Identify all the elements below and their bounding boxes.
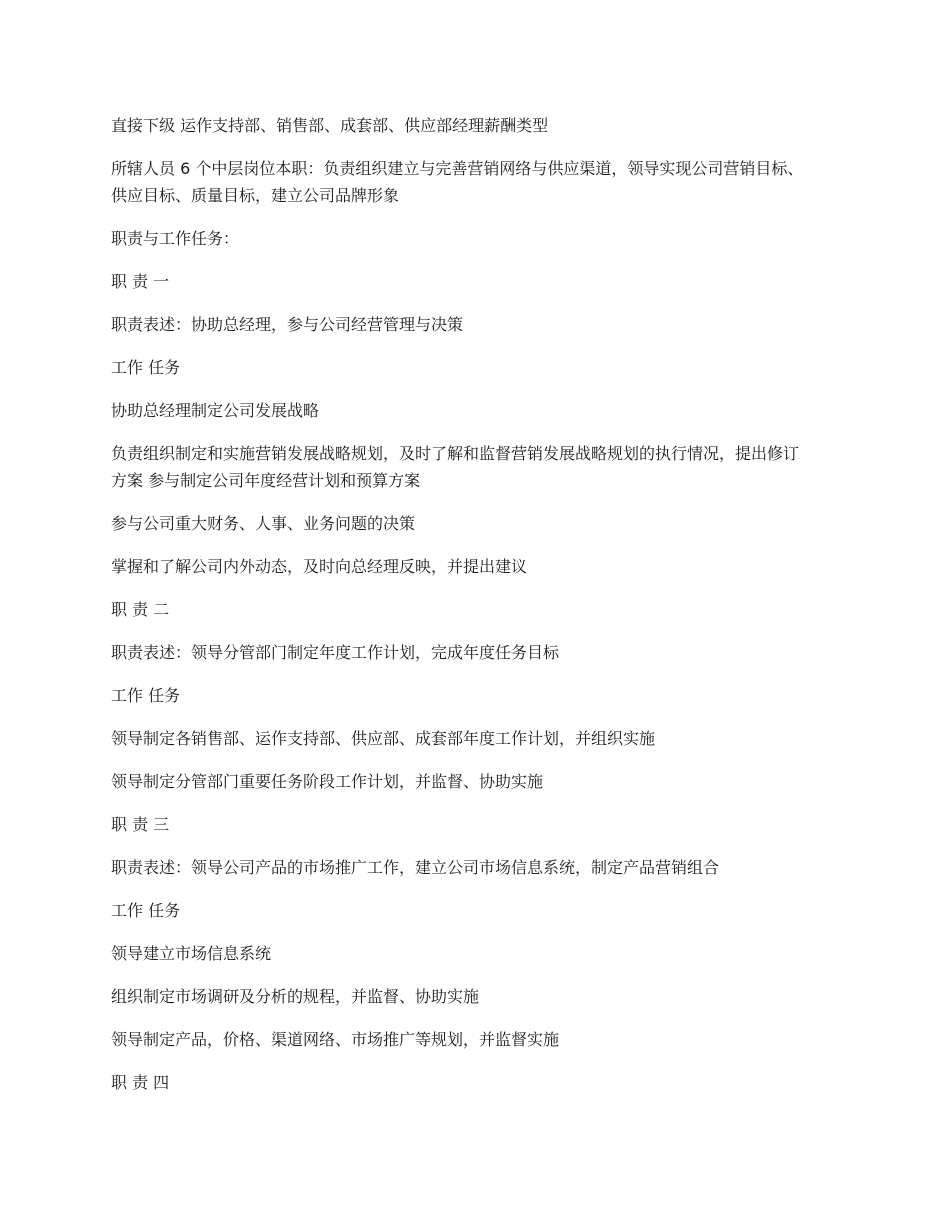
document-page	[111, 112, 811, 1112]
duty-1-task-3: 参与公司重大财务、人事、业务问题的决策	[111, 514, 416, 533]
para-staff-and-role: 所辖人员 6 个中层岗位本职：负责组织建立与完善营销网络与供应渠道，领导实现公司营销目标、供应目标、质量目标，建立公司品牌形象	[111, 159, 804, 205]
duty-3-tasks-label: 工作 任务	[111, 901, 181, 920]
duty-2-heading: 职 责 二	[111, 600, 170, 619]
duty-1-tasks-label: 工作 任务	[111, 358, 181, 377]
duty-3-heading: 职 责 三	[111, 815, 170, 834]
para-duties-heading: 职责与工作任务：	[111, 229, 240, 248]
duty-3-task-3: 领导制定产品，价格、渠道网络、市场推广等规划，并监督实施	[111, 1030, 560, 1049]
duty-1-heading: 职 责 一	[111, 272, 170, 291]
duty-2-task-1: 领导制定各销售部、运作支持部、供应部、成套部年度工作计划，并组织实施	[111, 729, 656, 748]
duty-1-statement: 职责表述：协助总经理，参与公司经营管理与决策	[111, 315, 464, 334]
duty-2-task-2: 领导制定分管部门重要任务阶段工作计划，并监督、协助实施	[111, 772, 544, 791]
duty-1-task-2: 负责组织制定和实施营销发展战略规划，及时了解和监督营销发展战略规划的执行情况，提出修订方案 参与制定公司年度经营计划和预算方案	[111, 444, 800, 490]
duty-3-task-2: 组织制定市场调研及分析的规程，并监督、协助实施	[111, 987, 480, 1006]
duty-2-tasks-label: 工作 任务	[111, 686, 181, 705]
para-direct-subordinates: 直接下级 运作支持部、销售部、成套部、供应部经理薪酬类型	[111, 116, 549, 135]
duty-1-task-4: 掌握和了解公司内外动态，及时向总经理反映，并提出建议	[111, 557, 528, 576]
duty-4-heading: 职 责 四	[111, 1073, 170, 1092]
duty-3-task-1: 领导建立市场信息系统	[111, 944, 272, 963]
duty-2-statement: 职责表述：领导分管部门制定年度工作计划，完成年度任务目标	[111, 643, 560, 662]
duty-1-task-1: 协助总经理制定公司发展战略	[111, 401, 320, 420]
duty-3-statement: 职责表述：领导公司产品的市场推广工作，建立公司市场信息系统，制定产品营销组合	[111, 858, 720, 877]
